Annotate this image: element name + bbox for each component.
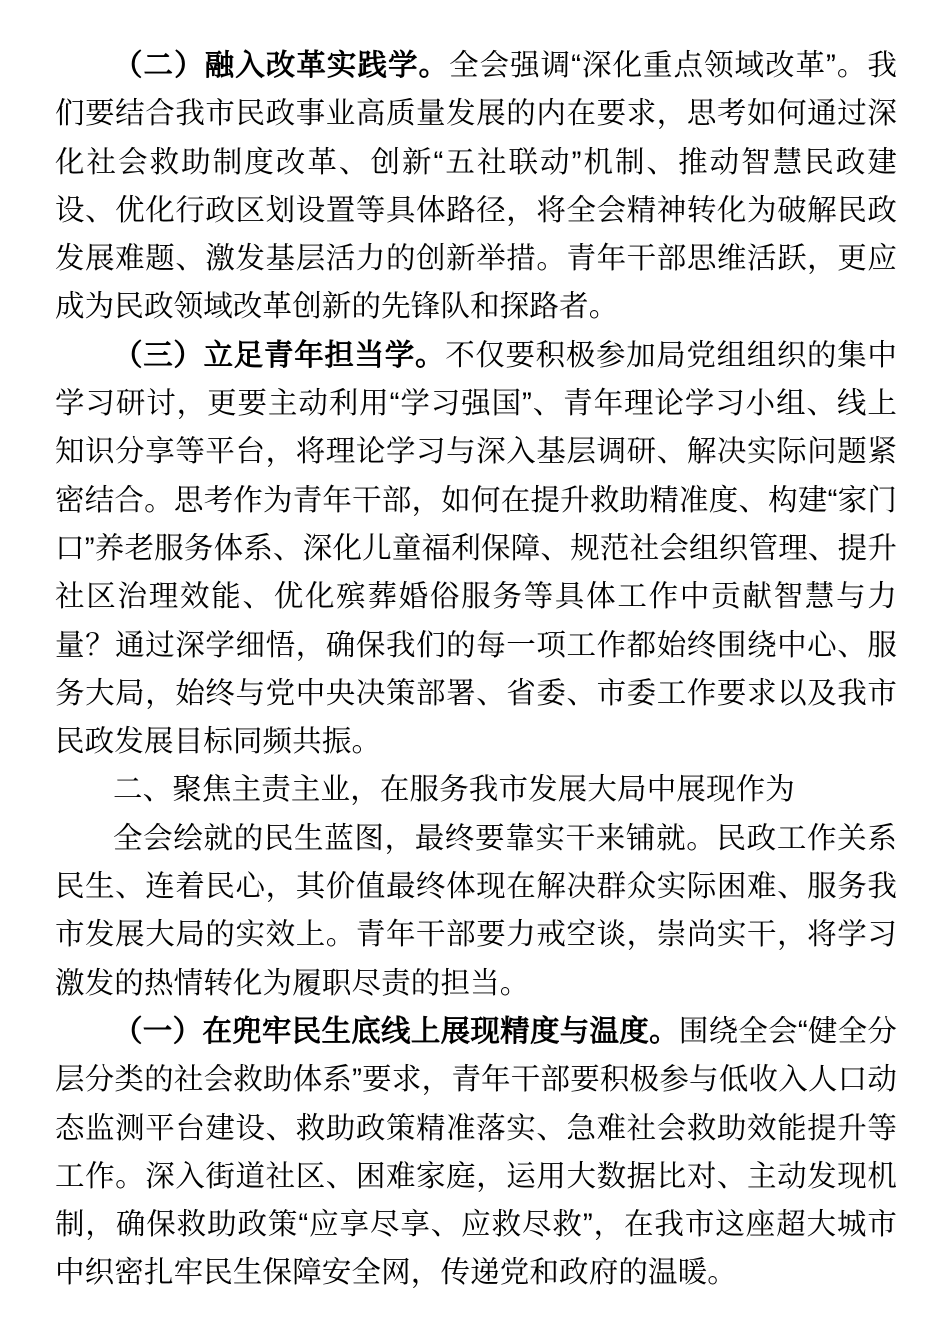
paragraph-section-2-item-1 [55, 1008, 897, 1298]
paragraph-section-1-item-2 [55, 42, 897, 332]
paragraph-lead-heading: （一）在兜牢民生底线上展现精度与温度。 [113, 1014, 679, 1048]
paragraph-lead-heading: （三）立足青年担当学。 [113, 338, 446, 372]
section-heading-text: 二、聚焦主责主业，在服务我市发展大局中展现作为 [113, 773, 795, 807]
paragraph-text: 不仅要积极参加局党组组织的集中学习研讨，更要主动利用“学习强国”、青年理论学习小组、线上知识分享等平台，将理论学习与深入基层调研、解决实际问题紧密结合。思考作为青年干部，如何在提升救助精准度、构建“家门口”养老服务体系、深化儿童福利保障、规范社会组织管理、提升社区治理效能、优化殡葬婚俗服务等具体工作中贡献智慧与力量？通过深学细悟，确保我们的每一项工作都始终围绕中心、服务大局，始终与党中央决策部署、省委、市委工作要求以及我市民政发展目标同频共振。 [55, 338, 897, 759]
paragraph-text: 围绕全会“健全分层分类的社会救助体系”要求，青年干部要积极参与低收入人口动态监测平台建设、救助政策精准落实、急难社会救助效能提升等工作。深入街道社区、困难家庭，运用大数据比对、主动发现机制，确保救助政策“应享尽享、应救尽救”，在我市这座超大城市中织密扎牢民生保障安全网，传递党和政府的温暖。 [55, 1014, 897, 1290]
paragraph-lead-heading: （二）融入改革实践学。 [113, 49, 450, 82]
paragraph-section-2-intro [55, 815, 897, 1008]
paragraph-section-1-item-3 [55, 332, 897, 767]
document-body [55, 42, 897, 1298]
paragraph-text: 全会强调“深化重点领域改革”。我们要结合我市民政事业高质量发展的内在要求，思考如何通过深化社会救助制度改革、创新“五社联动”机制、推动智慧民政建设、优化行政区划设置等具体路径，将全会精神转化为破解民政发展难题、激发基层活力的创新举措。青年干部思维活跃，更应成为民政领域改革创新的先锋队和探路者。 [55, 49, 897, 324]
paragraph-text: 全会绘就的民生蓝图，最终要靠实干来铺就。民政工作关系民生、连着民心，其价值最终体现在解决群众实际困难、服务我市发展大局的实效上。青年干部要力戒空谈，崇尚实干，将学习激发的热情转化为履职尽责的担当。 [55, 821, 897, 1000]
paragraph-section-2-heading [55, 766, 897, 814]
